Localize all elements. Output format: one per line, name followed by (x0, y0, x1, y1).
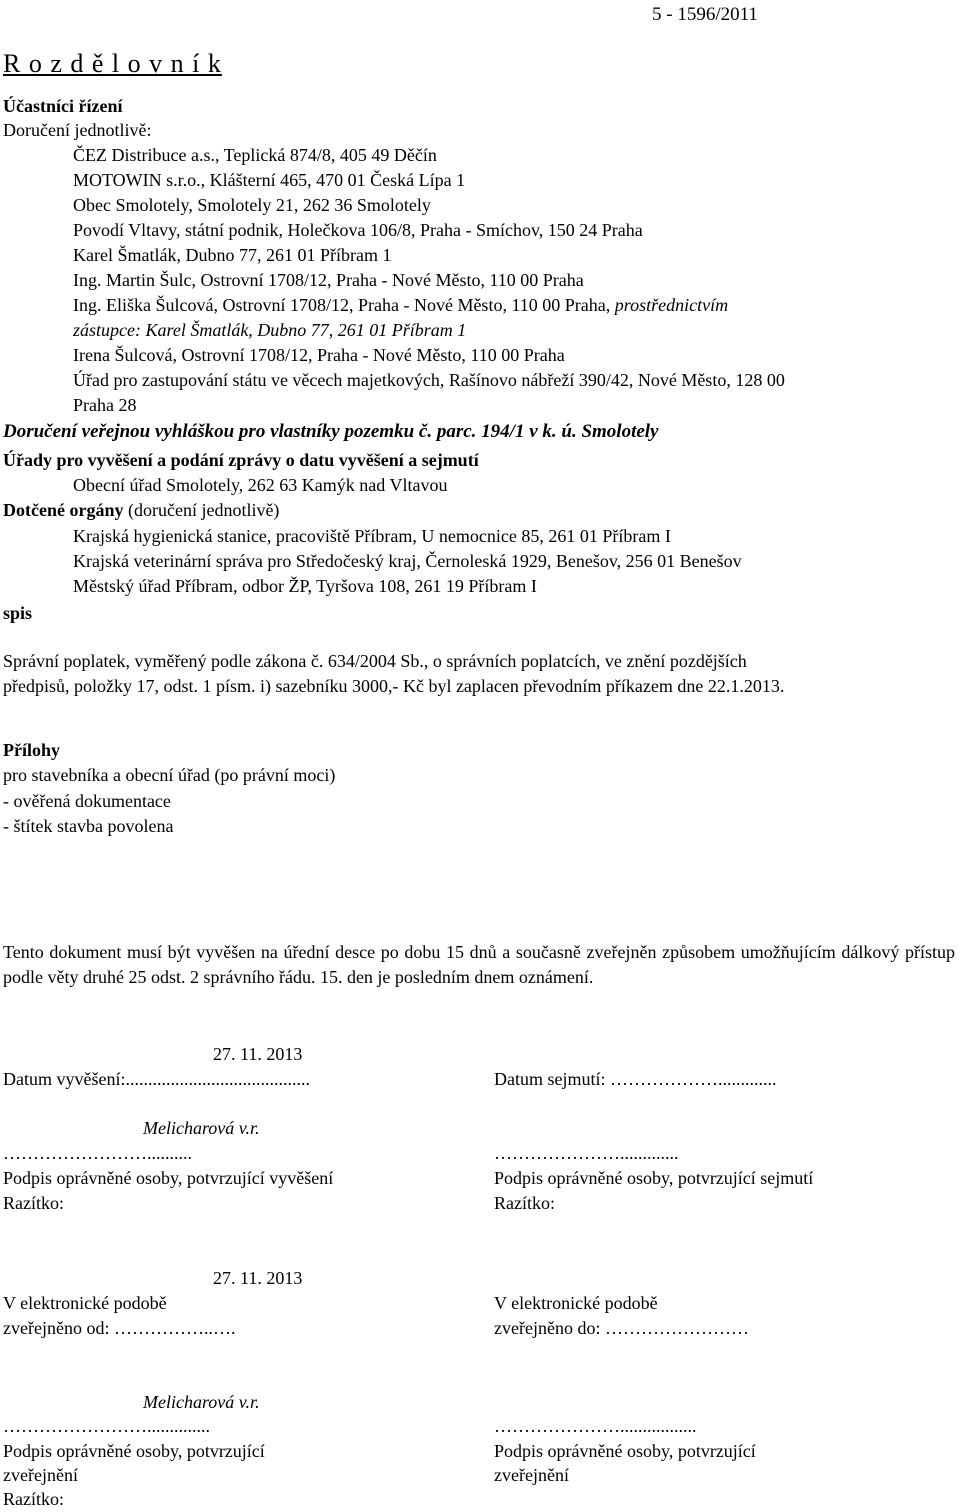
authority-veterinary: Krajská veterinární správa pro Středočeský kraj, Černoleská 1929, Benešov, 256 01 Benešov (73, 551, 742, 571)
participant-irena-sulcova: Irena Šulcová, Ostrovní 1708/12, Praha - Nové Město, 110 00 Praha (73, 345, 565, 365)
document-reference: 5 - 1596/2011 (652, 4, 758, 25)
published-from-label: zveřejněno od: ……………..…. (3, 1318, 236, 1338)
signature-line-right-electronic: …………………................. (494, 1416, 697, 1436)
offices-heading: Úřady pro vyvěšení a podání zprávy o datu vyvěšení a sejmutí (3, 450, 479, 470)
stamp-label-left: Razítko: (3, 1193, 64, 1213)
signature-line-right: …………………............. (494, 1143, 679, 1163)
participant-motowin: MOTOWIN s.r.o., Klášterní 465, 470 01 Česká Lípa 1 (73, 170, 466, 190)
participant-cez: ČEZ Distribuce a.s., Teplická 874/8, 405 49 Děčín (73, 145, 437, 165)
posted-date-label: Datum vyvěšení:......................................... (3, 1069, 310, 1089)
posting-notice-text: Tento dokument musí být vyvěšen na úřední desce po dobu 15 dnů a současně zveřejněn způsobem umožňujícím dálkový přístup podle věty druhé 25 odst. 2 správního řádu. 15. den je posledním dnem oznámení. (3, 942, 955, 987)
participant-martin-sulc: Ing. Martin Šulc, Ostrovní 1708/12, Praha - Nové Město, 110 00 Praha (73, 270, 584, 290)
removed-date-label: Datum sejmutí: ………………............. (494, 1069, 777, 1089)
published-to-label: zveřejněno do: …………………… (494, 1318, 749, 1338)
signature-removal-label: Podpis oprávněné osoby, potvrzující sejmutí (494, 1168, 814, 1188)
affected-authorities-heading-rest: (doručení jednotlivě) (123, 500, 280, 520)
posting-date: 27. 11. 2013 (213, 1044, 303, 1064)
affected-authorities-heading (3, 498, 279, 523)
attachments-heading: Přílohy (3, 740, 60, 760)
participant-karel-smatlak: Karel Šmatlák, Dubno 77, 261 01 Příbram 1 (73, 245, 392, 265)
file-label: spis (3, 603, 33, 623)
delivery-individually-label: Doručení jednotlivě: (3, 120, 152, 140)
fee-line-1: Správní poplatek, vyměřený podle zákona č. 634/2004 Sb., o správních poplatcích, ve znění pozdějších (3, 651, 747, 671)
stamp-label-right: Razítko: (494, 1193, 555, 1213)
participant-eliska-sulcova-name: Ing. Eliška Šulcová, Ostrovní 1708/12, Praha - Nové Město, 110 00 Praha, (73, 295, 615, 315)
participant-obec-smolotely: Obec Smolotely, Smolotely 21, 262 36 Smolotely (73, 195, 431, 215)
signature-publish-label-left-2: zveřejnění (3, 1465, 78, 1485)
signature-publish-label-left: Podpis oprávněné osoby, potvrzující (3, 1441, 265, 1461)
attachment-documentation: - ověřená dokumentace (3, 791, 171, 811)
electronic-form-label-right: V elektronické podobě (494, 1293, 658, 1313)
participants-heading: Účastníci řízení (3, 96, 123, 116)
representative-label: prostřednictvím (614, 295, 729, 315)
signature-publish-label-right: Podpis oprávněné osoby, potvrzující (494, 1441, 756, 1461)
signature-publish-label-right-2: zveřejnění (494, 1465, 569, 1485)
authority-mu-pribram: Městský úřad Příbram, odbor ŽP, Tyršova 108, 261 19 Příbram I (73, 576, 537, 596)
signer-name: Melicharová v.r. (143, 1118, 260, 1138)
office-obec-smolotely: Obecní úřad Smolotely, 262 63 Kamýk nad Vltavou (73, 475, 448, 495)
participant-state-office: Úřad pro zastupování státu ve věcech majetkových, Rašínovo nábřeží 390/42, Nové Město, 128 00 (73, 370, 785, 390)
affected-authorities-heading-bold: Dotčené orgány (3, 500, 124, 520)
public-notice-heading: Doručení veřejnou vyhláškou pro vlastníky pozemku č. parc. 194/1 v k. ú. Smolotely (3, 421, 659, 442)
participant-povodi-vltavy: Povodí Vltavy, státní podnik, Holečkova 106/8, Praha - Smíchov, 150 24 Praha (73, 220, 643, 240)
authority-hygiene: Krajská hygienická stanice, pracoviště Příbram, U nemocnice 85, 261 01 Příbram I (73, 526, 671, 546)
signature-line-left-electronic: …………………….............. (3, 1416, 210, 1436)
participant-state-office-city: Praha 28 (73, 395, 137, 415)
attachment-sign: - štítek stavba povolena (3, 816, 174, 836)
page-title: R o z d ě l o v n í k (3, 49, 222, 78)
signature-line-left: …………………….......... (3, 1143, 192, 1163)
fee-line-2: předpisů, položky 17, odst. 1 písm. i) sazebníku 3000,- Kč byl zaplacen převodním příkazem dne 22.1.2013. (3, 676, 785, 696)
attachments-note: pro stavebníka a obecní úřad (po právní moci) (3, 765, 336, 785)
participant-eliska-sulcova-representative: zástupce: Karel Šmatlák, Dubno 77, 261 01 Příbram 1 (73, 320, 467, 340)
stamp-label-electronic: Razítko: (3, 1489, 64, 1509)
electronic-posting-date: 27. 11. 2013 (213, 1268, 303, 1288)
electronic-form-label-left: V elektronické podobě (3, 1293, 167, 1313)
signer-name-electronic: Melicharová v.r. (143, 1392, 260, 1412)
signature-posting-label: Podpis oprávněné osoby, potvrzující vyvěšení (3, 1168, 334, 1188)
participant-eliska-sulcova (73, 293, 728, 318)
